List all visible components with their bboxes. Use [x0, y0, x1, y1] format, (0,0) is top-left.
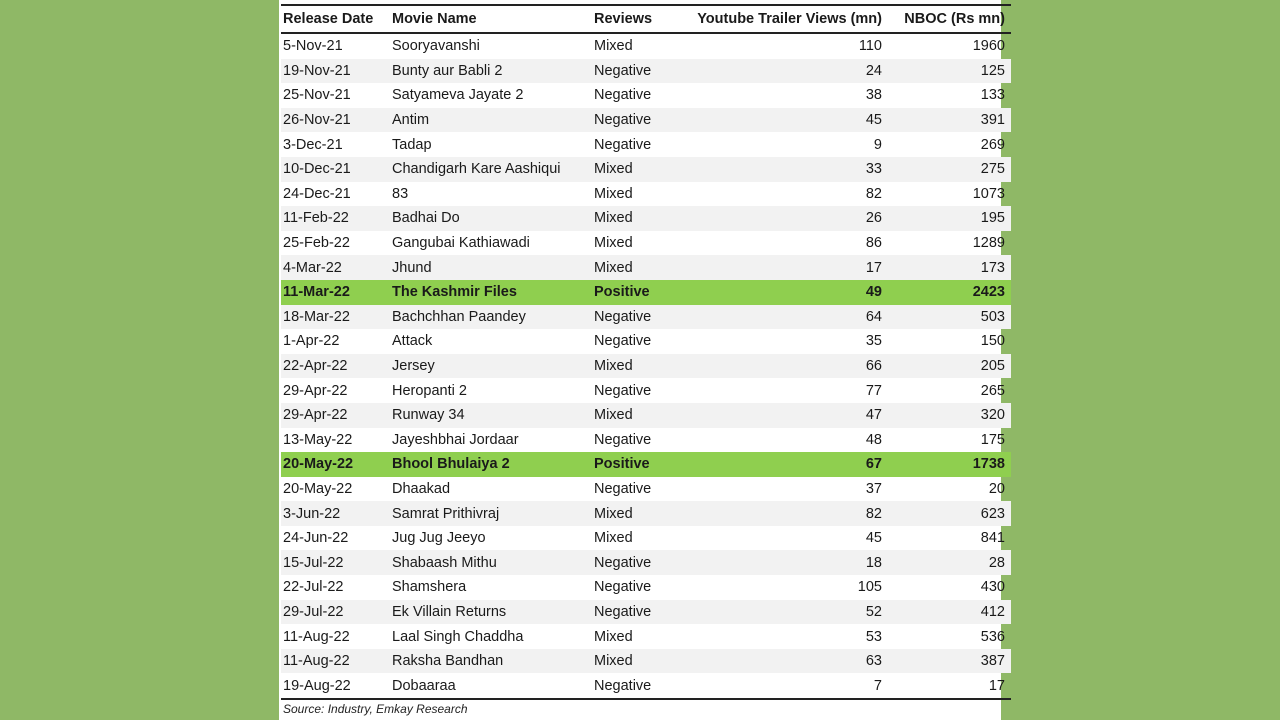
- cell-review: Positive: [592, 452, 684, 477]
- cell-youtube-views: 63: [684, 649, 884, 674]
- cell-youtube-views: 82: [865, 185, 882, 202]
- cell-review: Negative: [592, 59, 684, 84]
- cell-movie-name: Shamshera: [392, 579, 467, 596]
- cell-release-date: 26-Nov-21: [281, 108, 390, 133]
- cell-review: Negative: [594, 136, 652, 153]
- cell-release-date: 11-Aug-22: [281, 649, 390, 674]
- header-youtube-views: Youtube Trailer Views (mn): [684, 5, 884, 33]
- table-row: [281, 428, 1011, 453]
- cell-youtube-views: 17: [684, 255, 884, 280]
- table-header-row: [281, 5, 1011, 33]
- cell-release-date: 22-Jul-22: [283, 579, 344, 596]
- cell-movie-name: Jug Jug Jeeyo: [392, 530, 486, 547]
- cell-review: Mixed: [592, 206, 684, 231]
- table-row: [281, 329, 1011, 354]
- cell-nboc: 1073: [972, 185, 1005, 202]
- cell-review: Negative: [592, 305, 684, 330]
- cell-release-date: 22-Apr-22: [281, 354, 390, 379]
- cell-youtube-views: 48: [865, 431, 882, 448]
- cell-nboc: 2423: [884, 280, 1011, 305]
- table-row: [281, 575, 1011, 600]
- table-body: [281, 33, 1011, 699]
- cell-youtube-views: 45: [865, 530, 882, 547]
- cell-youtube-views: 9: [873, 136, 882, 153]
- table-row: [281, 526, 1011, 551]
- cell-movie-name: Raksha Bandhan: [390, 649, 592, 674]
- cell-release-date: 19-Nov-21: [281, 59, 390, 84]
- cell-review: Negative: [592, 673, 684, 699]
- cell-release-date: 18-Mar-22: [281, 305, 390, 330]
- cell-review: Mixed: [592, 354, 684, 379]
- cell-nboc: 125: [884, 59, 1011, 84]
- cell-movie-name: Satyameva Jayate 2: [392, 87, 524, 104]
- cell-youtube-views: 18: [684, 550, 884, 575]
- table-row: [281, 33, 1011, 59]
- cell-nboc: 623: [884, 501, 1011, 526]
- cell-review: Negative: [592, 600, 684, 625]
- table-row: [281, 83, 1011, 108]
- table-row: [281, 59, 1011, 84]
- table-row: [281, 182, 1011, 207]
- cell-release-date: 25-Feb-22: [283, 235, 350, 252]
- cell-release-date: 4-Mar-22: [281, 255, 390, 280]
- cell-release-date: 10-Dec-21: [281, 157, 390, 182]
- cell-movie-name: 83: [392, 185, 409, 202]
- cell-movie-name: Bhool Bhulaiya 2: [390, 452, 592, 477]
- cell-youtube-views: 47: [684, 403, 884, 428]
- cell-review: Mixed: [592, 501, 684, 526]
- cell-review: Negative: [594, 382, 652, 399]
- cell-release-date: 29-Apr-22: [281, 403, 390, 428]
- cell-release-date: 29-Apr-22: [283, 382, 348, 399]
- cell-release-date: 20-May-22: [281, 452, 390, 477]
- cell-review: Mixed: [592, 157, 684, 182]
- cell-review: Mixed: [594, 185, 633, 202]
- cell-movie-name: Gangubai Kathiawadi: [392, 235, 530, 252]
- cell-youtube-views: 52: [684, 600, 884, 625]
- header-reviews: Reviews: [592, 5, 684, 33]
- cell-movie-name: Heropanti 2: [392, 382, 467, 399]
- cell-review: Mixed: [594, 38, 633, 55]
- table-row: [281, 108, 1011, 133]
- cell-movie-name: Bachchhan Paandey: [390, 305, 592, 330]
- table-row: [281, 673, 1011, 699]
- cell-youtube-views: 49: [684, 280, 884, 305]
- cell-review: Mixed: [592, 255, 684, 280]
- cell-movie-name: Dhaakad: [392, 480, 451, 497]
- cell-review: Negative: [592, 108, 684, 133]
- cell-review: Negative: [594, 579, 652, 596]
- cell-movie-name: Chandigarh Kare Aashiqui: [390, 157, 592, 182]
- cell-nboc: 265: [980, 382, 1005, 399]
- table-row: [281, 305, 1011, 330]
- cell-movie-name: Attack: [392, 333, 433, 350]
- cell-nboc: 205: [884, 354, 1011, 379]
- cell-youtube-views: 35: [865, 333, 882, 350]
- cell-review: Mixed: [592, 403, 684, 428]
- cell-release-date: 19-Aug-22: [281, 673, 390, 699]
- cell-nboc: 173: [884, 255, 1011, 280]
- cell-nboc: 133: [980, 87, 1005, 104]
- cell-movie-name: Jayeshbhai Jordaar: [392, 431, 519, 448]
- cell-nboc: 841: [980, 530, 1005, 547]
- cell-review: Negative: [594, 333, 652, 350]
- cell-movie-name: Tadap: [392, 136, 432, 153]
- cell-nboc: 1960: [972, 38, 1005, 55]
- table-row: [281, 157, 1011, 182]
- cell-youtube-views: 53: [865, 628, 882, 645]
- table-row: [281, 501, 1011, 526]
- cell-movie-name: Badhai Do: [390, 206, 592, 231]
- cell-nboc: 275: [884, 157, 1011, 182]
- cell-nboc: 1289: [972, 235, 1005, 252]
- cell-youtube-views: 33: [684, 157, 884, 182]
- document-sheet: [279, 0, 1005, 720]
- cell-release-date: 29-Jul-22: [281, 600, 390, 625]
- cell-review: Positive: [592, 280, 684, 305]
- cell-youtube-views: 38: [865, 87, 882, 104]
- table-row: [281, 378, 1011, 403]
- cell-release-date: 15-Jul-22: [281, 550, 390, 575]
- cell-release-date: 11-Aug-22: [283, 628, 350, 645]
- table-row: [281, 550, 1011, 575]
- cell-movie-name: The Kashmir Files: [390, 280, 592, 305]
- cell-movie-name: Laal Singh Chaddha: [392, 628, 524, 645]
- cell-youtube-views: 67: [684, 452, 884, 477]
- cell-release-date: 11-Mar-22: [281, 280, 390, 305]
- cell-nboc: 536: [980, 628, 1005, 645]
- cell-youtube-views: 24: [684, 59, 884, 84]
- cell-youtube-views: 105: [857, 579, 882, 596]
- cell-review: Negative: [594, 431, 652, 448]
- header-nboc: NBOC (Rs mn): [884, 5, 1011, 33]
- cell-review: Mixed: [594, 530, 633, 547]
- cell-review: Negative: [592, 550, 684, 575]
- cell-movie-name: Samrat Prithivraj: [390, 501, 592, 526]
- table-row: [281, 231, 1011, 256]
- cell-review: Negative: [594, 87, 652, 104]
- cell-movie-name: Sooryavanshi: [392, 38, 480, 55]
- header-movie-name: Movie Name: [390, 5, 592, 33]
- cell-nboc: 320: [884, 403, 1011, 428]
- cell-release-date: 5-Nov-21: [283, 38, 343, 55]
- table-row: [281, 452, 1011, 477]
- source-note: Source: Industry, Emkay Research: [283, 702, 468, 716]
- table-row: [281, 132, 1011, 157]
- cell-youtube-views: 64: [684, 305, 884, 330]
- cell-review: Mixed: [594, 628, 633, 645]
- cell-release-date: 11-Feb-22: [281, 206, 390, 231]
- cell-nboc: 195: [884, 206, 1011, 231]
- cell-review: Negative: [594, 480, 652, 497]
- cell-youtube-views: 77: [865, 382, 882, 399]
- cell-nboc: 1738: [884, 452, 1011, 477]
- cell-release-date: 3-Jun-22: [281, 501, 390, 526]
- cell-nboc: 430: [980, 579, 1005, 596]
- cell-movie-name: Dobaaraa: [390, 673, 592, 699]
- cell-movie-name: Jersey: [390, 354, 592, 379]
- table-row: [281, 280, 1011, 305]
- table-row: [281, 624, 1011, 649]
- cell-movie-name: Antim: [390, 108, 592, 133]
- cell-nboc: 503: [884, 305, 1011, 330]
- cell-nboc: 175: [980, 431, 1005, 448]
- cell-movie-name: Ek Villain Returns: [390, 600, 592, 625]
- cell-release-date: 3-Dec-21: [283, 136, 343, 153]
- cell-release-date: 13-May-22: [283, 431, 353, 448]
- cell-nboc: 391: [884, 108, 1011, 133]
- cell-nboc: 387: [884, 649, 1011, 674]
- cell-movie-name: Shabaash Mithu: [390, 550, 592, 575]
- cell-nboc: 17: [884, 673, 1011, 699]
- movie-table: [281, 4, 1011, 700]
- table-row: [281, 255, 1011, 280]
- table-row: [281, 649, 1011, 674]
- cell-nboc: 20: [988, 480, 1005, 497]
- cell-nboc: 269: [980, 136, 1005, 153]
- cell-release-date: 20-May-22: [283, 480, 353, 497]
- table-row: [281, 600, 1011, 625]
- cell-release-date: 24-Dec-21: [283, 185, 351, 202]
- cell-youtube-views: 66: [684, 354, 884, 379]
- cell-youtube-views: 45: [684, 108, 884, 133]
- cell-movie-name: Bunty aur Babli 2: [390, 59, 592, 84]
- table-row: [281, 477, 1011, 502]
- cell-release-date: 25-Nov-21: [283, 87, 351, 104]
- table-row: [281, 403, 1011, 428]
- header-release-date: Release Date: [281, 5, 390, 33]
- cell-release-date: 1-Apr-22: [283, 333, 340, 350]
- cell-youtube-views: 37: [865, 480, 882, 497]
- cell-youtube-views: 110: [858, 38, 882, 55]
- cell-youtube-views: 7: [684, 673, 884, 699]
- cell-release-date: 24-Jun-22: [283, 530, 349, 547]
- cell-youtube-views: 86: [865, 235, 882, 252]
- cell-youtube-views: 26: [684, 206, 884, 231]
- cell-nboc: 28: [884, 550, 1011, 575]
- table-row: [281, 354, 1011, 379]
- cell-movie-name: Jhund: [390, 255, 592, 280]
- cell-nboc: 150: [980, 333, 1005, 350]
- cell-movie-name: Runway 34: [390, 403, 592, 428]
- cell-review: Mixed: [592, 649, 684, 674]
- cell-nboc: 412: [884, 600, 1011, 625]
- cell-review: Mixed: [594, 235, 633, 252]
- cell-youtube-views: 82: [684, 501, 884, 526]
- table-row: [281, 206, 1011, 231]
- table-container: [281, 4, 1005, 700]
